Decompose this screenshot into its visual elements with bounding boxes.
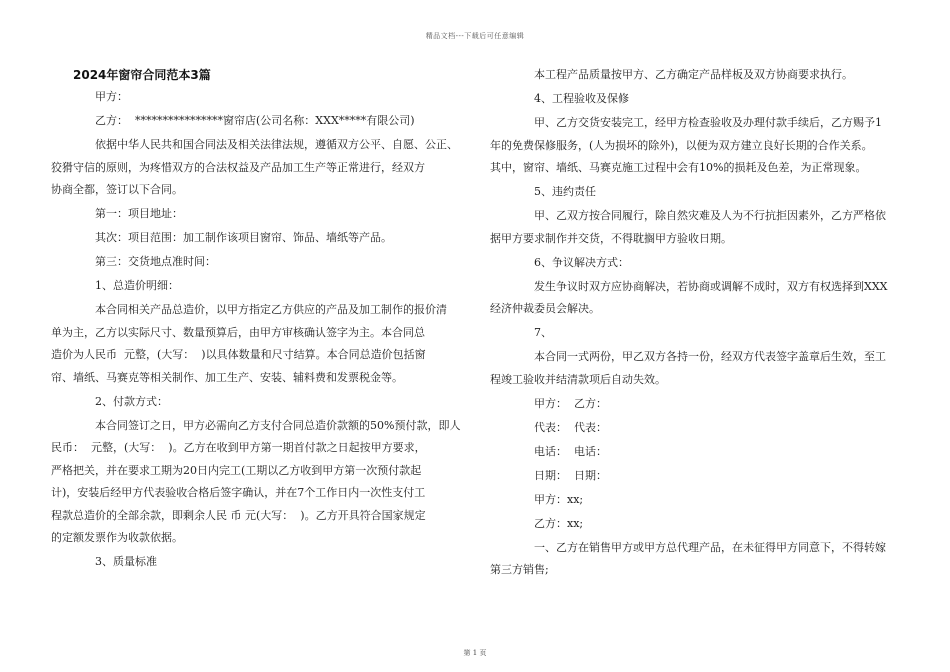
paragraph-line: 本合同一式两份，甲乙双方各持一份，经双方代表签字盖章后生效，至工	[534, 350, 886, 363]
paragraph-line: 其中，窗帘、墙纸、马赛克施工过程中会有10%的损耗及色差，为正常现象。	[490, 161, 867, 174]
page-header: 精品文档---下载后可任意编辑	[425, 32, 525, 40]
paragraph-line: 的定额发票作为收款依据。	[51, 531, 183, 544]
paragraph-line: 民币： 元整，(大写： )。乙方在收到甲方第一期首付款之日起按甲方要求，	[51, 441, 426, 454]
section-4-paragraph	[490, 112, 887, 180]
paragraph-line: 程款总造价的全部余款，即剩余人民 币 元(大写： )。乙方开具符合国家规定	[51, 508, 426, 522]
section-5-paragraph	[490, 205, 887, 250]
quality-line: 本工程产品质量按甲方、乙方确定产品样板及双方协商要求执行。	[534, 68, 853, 81]
item-project-scope: 其次：项目范围：加工制作该项目窗帘、饰品、墙纸等产品。	[95, 231, 392, 244]
section-heading: 7、	[534, 326, 552, 339]
party-b-line: 乙方： ****************窗帘店(公司名称：XXX*****有限公司)	[95, 114, 415, 127]
paragraph-line: 帘、墙纸、马赛克等相关制作、加工生产、安装、辅料费和发票税金等。	[51, 370, 403, 384]
section-heading: 2、付款方式：	[95, 394, 168, 408]
section-heading: 6、争议解决方式：	[534, 255, 629, 269]
item-project-address: 第一：项目地址：	[95, 207, 183, 220]
paragraph-line: 计)，安装后经甲方代表验收合格后签字确认，并在7个工作日内一次性支付工	[51, 486, 426, 499]
signature-row: 日期： 日期：	[534, 468, 607, 482]
section-1-paragraph	[51, 299, 463, 389]
signature-row: 电话： 电话：	[534, 444, 607, 458]
intro-line: 依据中华人民共和国合同法及相关法律法规，遵循双方公平、自愿、公正、	[95, 138, 458, 151]
left-column	[51, 64, 463, 575]
signature-row: 甲方： 乙方：	[534, 396, 607, 410]
right-column	[490, 64, 888, 583]
paragraph-line: 造价为人民币 元整，(大写： )以具体数量和尺寸结算。本合同总造价包括窗	[51, 348, 426, 361]
paragraph-line: 发生争议时双方应协商解决，若协商或调解不成时，双方有权选择到XXX	[534, 279, 888, 293]
section-2-paragraph	[51, 415, 463, 550]
paragraph-line: 甲、乙方交货安装完工，经甲方检查验收及办理付款手续后，乙方赐予1	[534, 116, 882, 129]
paragraph-line: 单为主，乙方以实际尺寸、数量预算后，由甲方审核确认签字为主。本合同总	[51, 325, 425, 339]
intro-paragraph	[51, 134, 463, 202]
intro-line: 狡猾守信的原则，为疼惜双方的合法权益及产品加工生产等正常进行，经双方	[51, 160, 425, 174]
section-heading: 1、总造价明细：	[95, 279, 179, 292]
document-title: 2024年窗帘合同范本3篇	[73, 68, 211, 82]
section-heading: 4、工程验收及保修	[534, 92, 629, 105]
intro-line: 协商全都，签订以下合同。	[51, 183, 183, 196]
signature-row: 乙方：xx;	[534, 516, 584, 530]
paragraph-line: 本合同相关产品总造价，以甲方指定乙方供应的产品及加工制作的报价清	[95, 303, 447, 316]
section-7-paragraph	[490, 346, 887, 391]
section-6-paragraph	[490, 276, 888, 321]
paragraph-line: 程竣工验收并结清款项后自动失效。	[490, 372, 666, 386]
page-number: 第 1 页	[463, 649, 487, 657]
item-delivery: 第三：交货地点准时间：	[95, 255, 216, 268]
paragraph-line: 年的免费保修服务，(人为损坏的除外)，以便为双方建立良好长期的合作关系。	[490, 138, 873, 152]
signature-row: 甲方：xx;	[534, 492, 584, 506]
section-heading: 3、质量标准	[95, 555, 157, 568]
party-a-line: 甲方：	[95, 90, 128, 103]
paragraph-line: 第三方销售;	[490, 563, 549, 576]
paragraph-line: 严格把关，并在要求工期为20日内完工(工期以乙方收到甲方第一次预付款起	[51, 463, 422, 477]
paragraph-line: 一、乙方在销售甲方或甲方总代理产品，在未征得甲方同意下，不得转嫁	[534, 540, 886, 554]
paragraph-line: 据甲方要求制作并交货，不得耽搁甲方验收日期。	[490, 231, 732, 245]
clause-paragraph	[490, 537, 887, 582]
signature-row: 代表： 代表：	[534, 420, 607, 434]
section-heading: 5、违约责任	[534, 185, 596, 198]
paragraph-line: 经济仲裁委员会解决。	[490, 302, 600, 315]
paragraph-line: 甲、乙双方按合同履行，除自然灾难及人为不行抗拒因素外，乙方严格依	[534, 209, 886, 222]
paragraph-line: 本合同签订之日，甲方必需向乙方支付合同总造价款额的50%预付款，即人	[95, 418, 461, 432]
